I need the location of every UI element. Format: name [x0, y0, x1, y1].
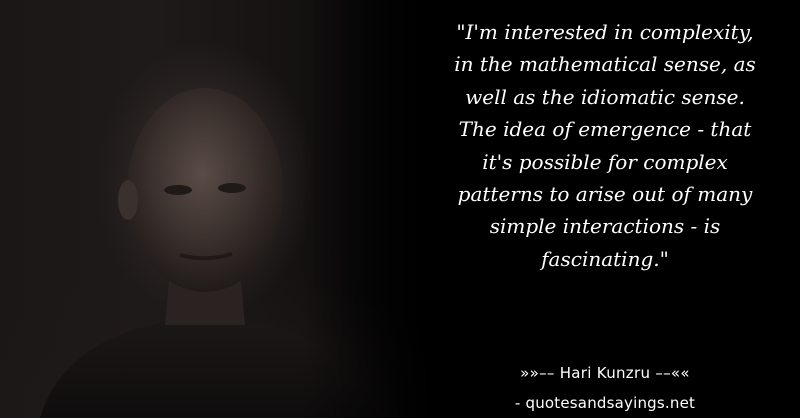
- source-site: - quotesandsayings.net: [514, 394, 696, 412]
- quote-text: "I'm interested in complexity, in the mathematical sense, as well as the idiomatic sense. The idea of emergence - that it's possible for complex patterns to arise out of many simple interactions - is fascinating.": [454, 20, 756, 271]
- author-attribution: »»–– Hari Kunzru ––««: [520, 364, 690, 382]
